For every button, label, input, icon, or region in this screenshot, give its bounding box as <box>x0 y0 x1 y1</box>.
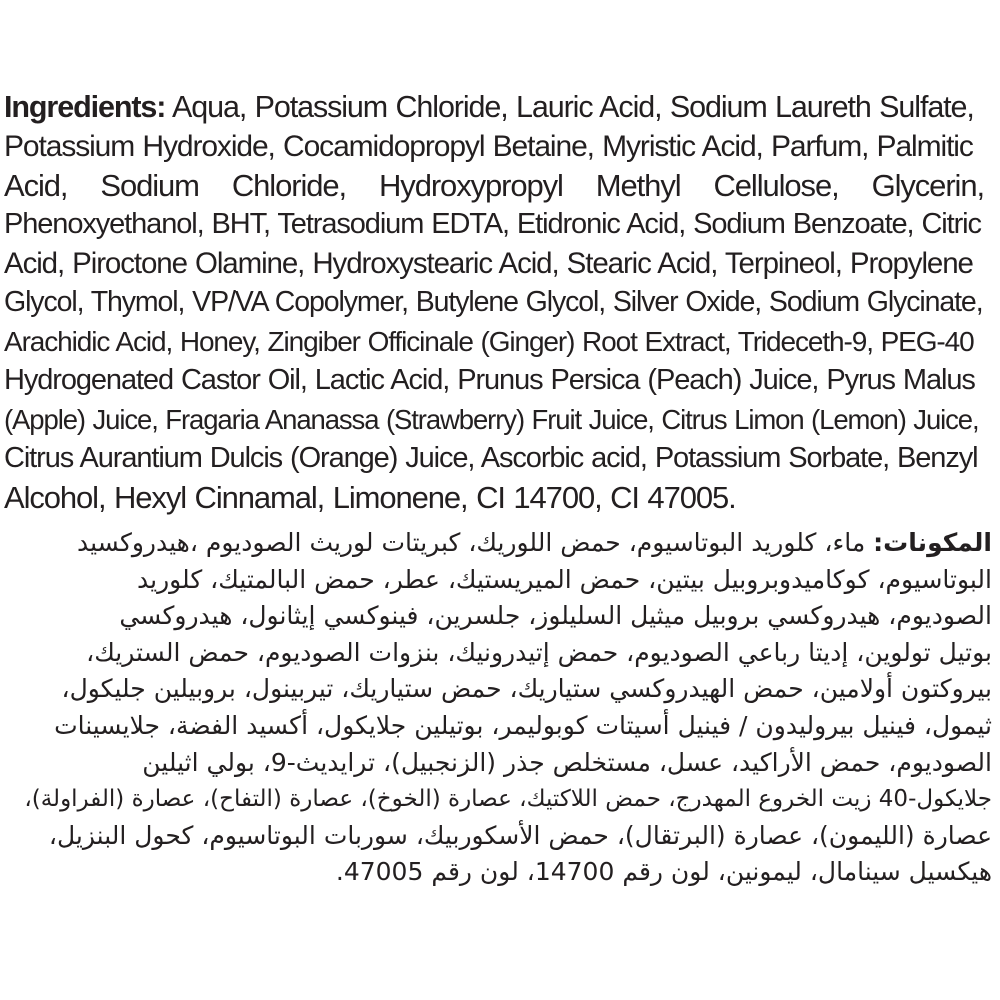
arabic-line-5: بيروكتون أولامين، حمض الهيدروكسي ستياريك، حمض ستياريك، تيربينول، بروبيلين جليكول، <box>61 674 992 704</box>
arabic-ingredients-paragraph <box>8 525 992 891</box>
english-line-10: Citrus Aurantium Dulcis (Orange) Juice, Ascorbic acid, Potassium Sorbate, Benzyl <box>4 442 978 474</box>
english-line-1 <box>4 88 984 127</box>
english-line-5: Acid, Piroctone Olamine, Hydroxystearic Acid, Stearic Acid, Terpineol, Propylene <box>4 247 973 280</box>
english-line-11: Alcohol, Hexyl Cinnamal, Limonene, CI 14700, CI 47005. <box>4 480 736 515</box>
arabic-line-1 <box>8 525 992 562</box>
arabic-line-10: هيكسيل سينامال، ليمونين، لون رقم 14700، لون رقم 47005. <box>335 857 992 887</box>
english-line-6: Glycol, Thymol, VP/VA Copolymer, Butylene Glycol, Silver Oxide, Sodium Glycinate, <box>4 286 983 318</box>
arabic-line-6: ثيمول، فينيل بيروليدون / فينيل أسيتات كوبوليمر، بوتيلين جلايكول، أكسيد الفضة، جلايسينات <box>54 710 992 740</box>
arabic-line-7: الصوديوم، حمض الأراكيد، عسل، مستخلص جذر (الزنجبيل)، ترايديث-9، بولي اثيلين <box>142 747 992 777</box>
english-line-9: (Apple) Juice, Fragaria Ananassa (Strawberry) Fruit Juice, Citrus Limon (Lemon) Juice, <box>4 404 979 435</box>
english-line-3: Acid, Sodium Chloride, Hydroxypropyl Methyl Cellulose, Glycerin, <box>4 168 984 203</box>
arabic-line-1-text: ماء، كلوريد البوتاسيوم، حمض اللوريك، كبريتات لوريث الصوديوم ،هيدروكسيد <box>76 528 874 557</box>
arabic-line-9: عصارة (الليمون)، عصارة (البرتقال)، حمض الأسكوربيك، سوربات البوتاسيوم، كحول البنزيل، <box>48 820 992 850</box>
english-line-4: Phenoxyethanol, BHT, Tetrasodium EDTA, Etidronic Acid, Sodium Benzoate, Citric <box>4 208 981 240</box>
arabic-line-4: بوتيل تولوين، إديتا رباعي الصوديوم، حمض إتيدرونيك، بنزوات الصوديوم، حمض الستريك، <box>86 637 992 667</box>
arabic-line-3: الصوديوم، هيدروكسي بروبيل ميثيل السليلوز، جلسرين، فينوكسي إيثانول، هيدروكسي <box>119 601 992 631</box>
arabic-line-2: البوتاسيوم، كوكاميدوبروبيل بيتين، حمض الميريستيك، عطر، حمض البالمتيك، كلوريد <box>136 564 992 594</box>
english-ingredients-label: Ingredients: <box>4 90 166 124</box>
english-line-2: Potassium Hydroxide, Cocamidopropyl Betaine, Myristic Acid, Parfum, Palmitic <box>4 130 973 163</box>
arabic-line-8: جلايكول-40 زيت الخروع المهدرج، حمض اللاكتيك، عصارة (الخوخ)، عصارة (التفاح)، عصارة (الفراولة)، <box>24 786 992 813</box>
english-line-7: Arachidic Acid, Honey, Zingiber Officinale (Ginger) Root Extract, Trideceth-9, PEG-40 <box>4 326 974 357</box>
english-line-1-text: Aqua, Potassium Chloride, Lauric Acid, Sodium Laureth Sulfate, <box>165 90 974 124</box>
arabic-ingredients-label: المكونات: <box>873 528 992 557</box>
english-ingredients-paragraph <box>4 88 984 517</box>
english-line-8: Hydrogenated Castor Oil, Lactic Acid, Prunus Persica (Peach) Juice, Pyrus Malus <box>4 364 975 396</box>
